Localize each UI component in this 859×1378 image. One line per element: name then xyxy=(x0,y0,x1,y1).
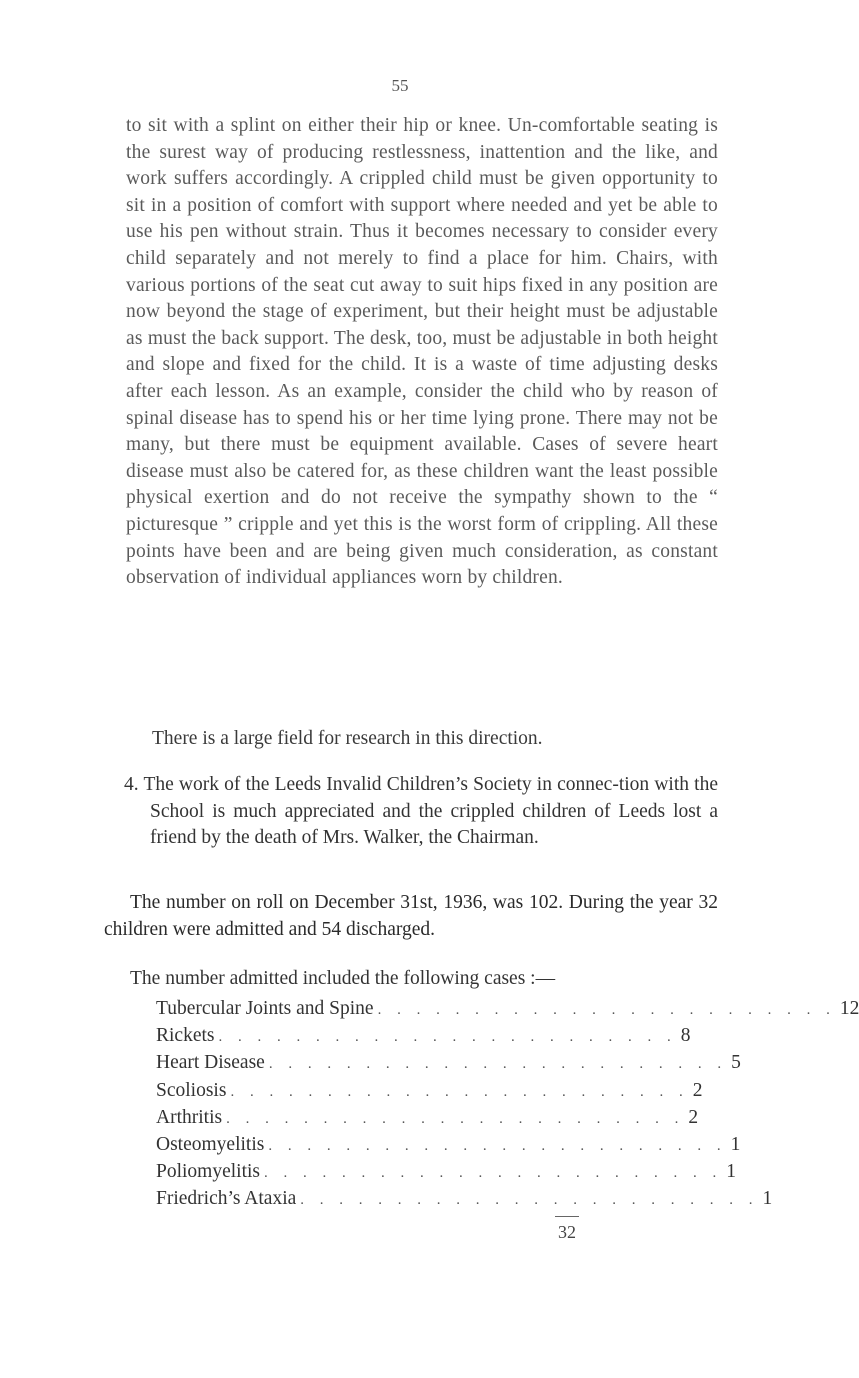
case-row xyxy=(156,996,859,1023)
dot-leader: . . . . . . . . . . . . . . . . . . . . . . . . xyxy=(377,1002,836,1018)
paragraph-seating: to sit with a splint on either their hip or knee. Un-comfortable seating is the surest way of producing restlessness, inattention and the like, and work suffers accordingly. A crippled child must be given opportunity to sit in a position of comfort with support where needed and yet be able to use his pen without strain. Thus it becomes necessary to consider every child separately and not merely to find a place for him. Chairs, with various portions of the seat cut away to suit hips fixed in any position are now beyond the stage of experiment, but their height must be adjustable as must the back support. The desk, too, must be adjustable in both height and slope and fixed for the child. It is a waste of time adjusting desks after each lesson. As an example, consider the child who by reason of spinal disease has to spend his or her time lying prone. There may not be many, but there must be equipment available. Cases of severe heart disease must also be catered for, as these children want the least possible physical exertion and do not receive the sympathy shown to the “ picturesque ” cripple and yet this is the worst form of crippling. All these points have been and are being given much consideration, as constant observation of individual appliances worn by children. xyxy=(126,115,718,589)
dot-leader: . . . . . . . . . . . . . . . . . . . . . . . . xyxy=(268,1138,727,1155)
case-name: Friedrich’s Ataxia xyxy=(156,1188,297,1210)
case-count: 1 xyxy=(730,1134,741,1156)
dot-leader: . . . . . . . . . . . . . . . . . . . . . . . . xyxy=(226,1110,685,1127)
case-row xyxy=(156,1132,741,1159)
paragraph-research: There is a large field for research in this direction. xyxy=(152,728,543,749)
case-count: 1 xyxy=(762,1188,773,1210)
case-row xyxy=(156,1105,699,1132)
case-count: 2 xyxy=(692,1079,703,1101)
case-name: Poliomyelitis xyxy=(156,1161,261,1183)
case-name: Rickets xyxy=(156,1025,215,1047)
case-name: Tubercular Joints and Spine xyxy=(156,998,374,1019)
case-row xyxy=(156,1050,741,1077)
dot-leader: . . . . . . . . . . . . . . . . . . . . . . . . xyxy=(218,1029,677,1046)
case-count: 8 xyxy=(680,1025,691,1047)
total-rule xyxy=(555,1216,579,1217)
cases-total: 32 xyxy=(558,1222,576,1242)
dot-leader: . . . . . . . . . . . . . . . . . . . . . . . . xyxy=(264,1165,723,1182)
dot-leader: . . . . . . . . . . . . . . . . . . . . . . . . xyxy=(230,1083,689,1100)
dot-leader: . . . . . . . . . . . . . . . . . . . . . . . . xyxy=(268,1056,728,1073)
case-name: Heart Disease xyxy=(156,1052,265,1074)
paragraph-number-on-roll: The number on roll on December 31st, 1936, was 102. During the year 32 children were admitted and 54 discharged. xyxy=(104,892,718,940)
page-number: 55 xyxy=(391,76,409,95)
case-count: 12 xyxy=(839,998,859,1019)
case-count: 5 xyxy=(731,1052,741,1074)
case-name: Arthritis xyxy=(156,1106,223,1128)
case-row xyxy=(156,1078,703,1105)
case-row xyxy=(156,1186,773,1213)
dot-leader: . . . . . . . . . . . . . . . . . . . . . . . . xyxy=(300,1192,759,1209)
paragraph-invalid-childrens-society: 4. The work of the Leeds Invalid Children’s Society in connec-tion with the School is much appreciated and the crippled children of Leeds lost a friend by the death of Mrs. Walker, the Chairman. xyxy=(124,774,718,849)
case-row xyxy=(156,1159,737,1186)
case-count: 2 xyxy=(688,1106,699,1128)
case-count: 1 xyxy=(726,1161,737,1183)
cases-intro: The number admitted included the following cases :— xyxy=(130,968,556,989)
case-name: Osteomyelitis xyxy=(156,1134,265,1156)
case-name: Scoliosis xyxy=(156,1079,227,1101)
cases-list xyxy=(156,996,859,1214)
case-row xyxy=(156,1023,691,1050)
